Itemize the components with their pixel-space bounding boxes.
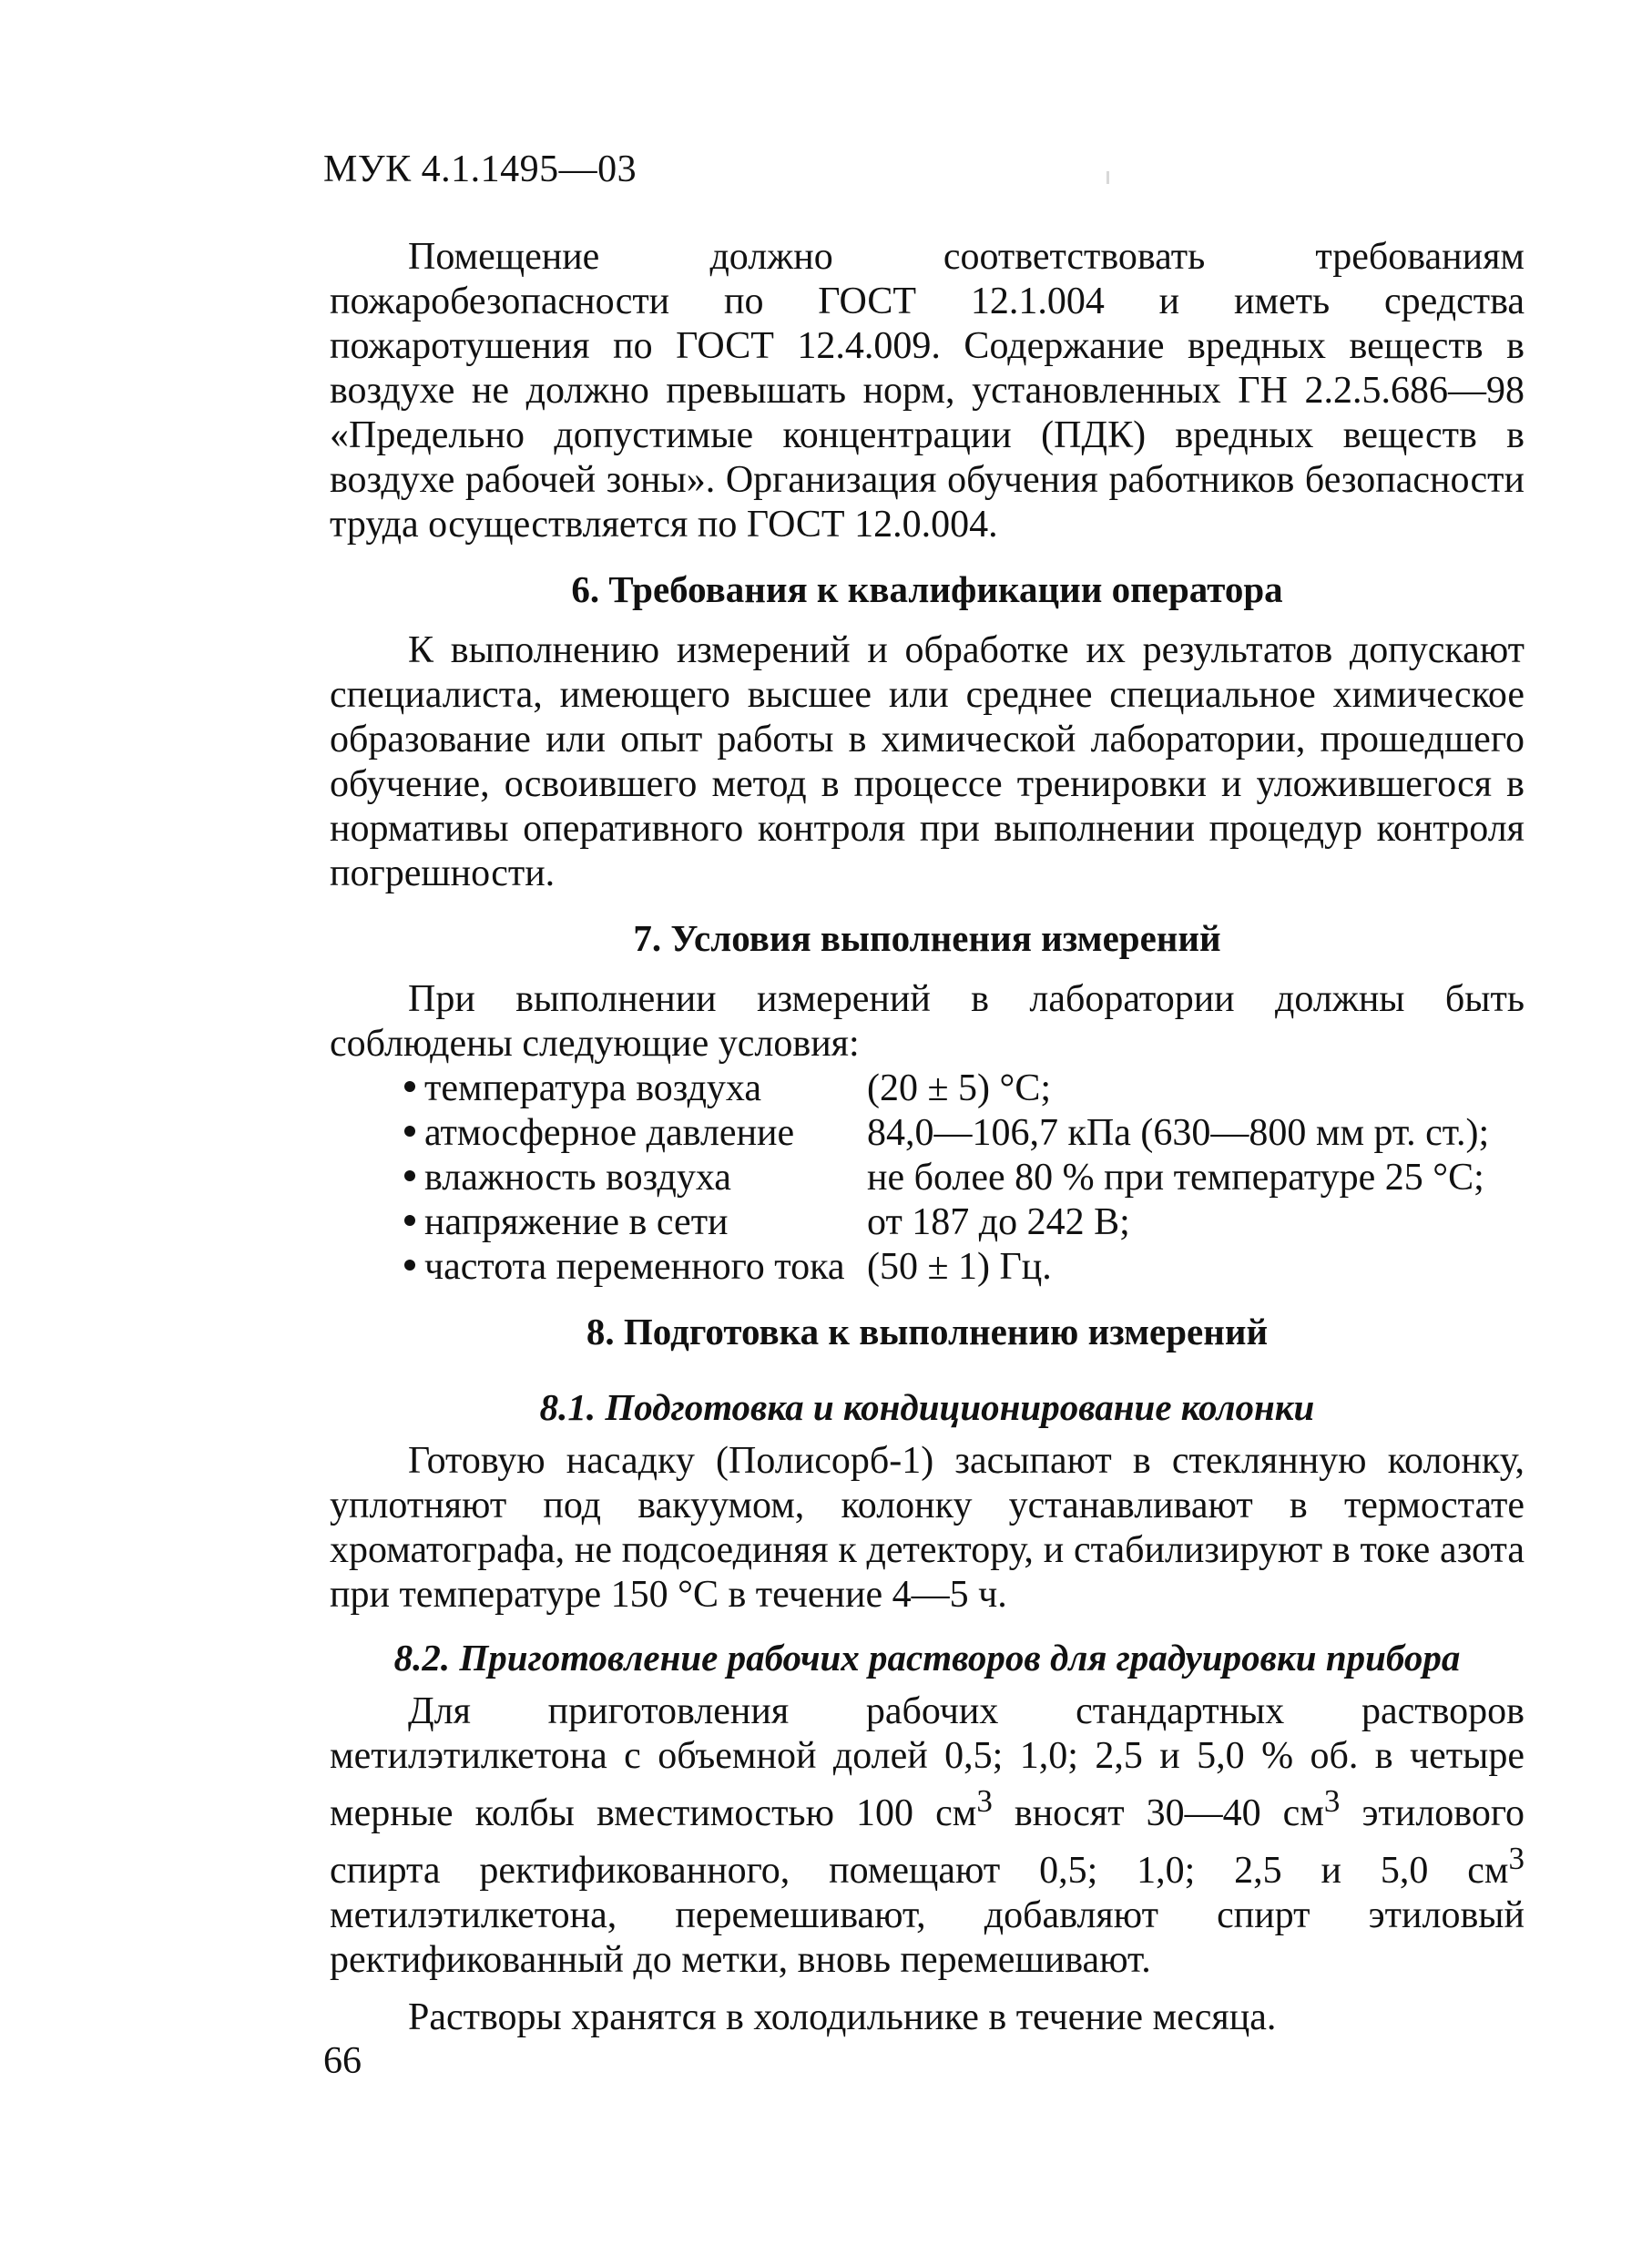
condition-value: (20 ± 5) °С; [867,1067,1052,1109]
section-7-intro: При выполнении измерений в лаборатории должны быть соблюдены следующие условия: [330,978,1525,1065]
subsection-8-2-paragraph-2: Растворы хранятся в холодильнике в течение месяца. [408,1996,1277,2038]
section-7-heading: 7. Условия выполнения измерений [633,917,1221,959]
bullet-icon [404,1170,415,1181]
condition-label: атмосферное давление [424,1112,795,1154]
subsection-8-2-paragraph: Для приготовления рабочих стандартных растворов метилэтилкетона с объемной долей 0,5; 1,0; 2,5 и 5,0 % об. в четыре мерные колбы вместимостью 100 $см^3$ вносят 30—40 $см^3$ этилового спирта ректификованного, помещают 0,5; 1,0; 2,5 и 5,0 $см^3$ метилэтилкетона, перемешивают, добавляют спирт этиловый ректификованный до метки, вновь перемешивают. [330,1690,1525,1981]
section-6-paragraph: К выполнению измерений и обработке их результатов допускают специалиста, имеющего высшее или среднее специальное химическое образование или опыт работы в химической лаборатории, прошедшего обучение, освоившего метод в процессе тренировки и уложившегося в нормативы оперативного контроля при выполнении процедур контроля погрешности. [330,629,1525,894]
bullet-icon [404,1126,415,1137]
subsection-8-2-heading: 8.2. Приготовление рабочих растворов для градуировки прибора [393,1637,1461,1679]
intro-paragraph: Помещение должно соответствовать требованиям пожаробезопасности по ГОСТ 12.1.004 и иметь средства пожаротушения по ГОСТ 12.4.009. Содержание вредных веществ в воздухе не должно превышать норм, установленных ГН 2.2.5.686—98 «Предельно допустимые концентрации (ПДК) вредных веществ в воздухе рабочей зоны». Организация обучения работников безопасности труда осуществляется по ГОСТ 12.0.004. [330,236,1525,546]
condition-item [330,1245,1525,1290]
condition-item [330,1200,1525,1245]
superscript: 3 [976,1783,993,1819]
condition-label: температура воздуха [424,1067,762,1109]
bullet-icon [404,1215,415,1226]
condition-item [330,1156,1525,1200]
condition-label: частота переменного тока [424,1246,845,1288]
bullet-icon [404,1081,415,1092]
superscript: 3 [1323,1783,1341,1819]
subsection-8-1-heading: 8.1. Подготовка и кондиционирование колонки [539,1386,1315,1428]
superscript: 3 [1508,1841,1525,1876]
document-code-header: МУК 4.1.1495—03 [323,148,637,190]
condition-label: влажность воздуха [424,1157,731,1199]
section-8-heading: 8. Подготовка к выполнению измерений [586,1311,1269,1352]
condition-item [330,1111,1525,1156]
condition-item [330,1067,1525,1111]
subsection-8-1-paragraph: Готовую насадку (Полисорб-1) засыпают в стеклянную колонку, уплотняют под вакуумом, колонку устанавливают в термостате хроматографа, не подсоединяя к детектору, и стабилизируют в токе азота при температуре 150 °С в течение 4—5 ч. [330,1440,1525,1616]
page-content [330,235,1525,2040]
condition-label: напряжение в сети [424,1201,729,1243]
page-number: 66 [323,2040,362,2082]
conditions-list [330,1067,1525,1290]
condition-value: от 187 до 242 В; [867,1201,1130,1243]
bullet-icon [404,1260,415,1271]
condition-value: 84,0—106,7 кПа (630—800 мм рт. ст.); [867,1112,1490,1154]
condition-value: не более 80 % при температуре 25 °С; [867,1157,1484,1199]
condition-value: (50 ± 1) Гц. [867,1246,1052,1288]
scan-artifact [1106,171,1109,184]
section-6-heading: 6. Требования к квалификации оператора [571,568,1283,610]
